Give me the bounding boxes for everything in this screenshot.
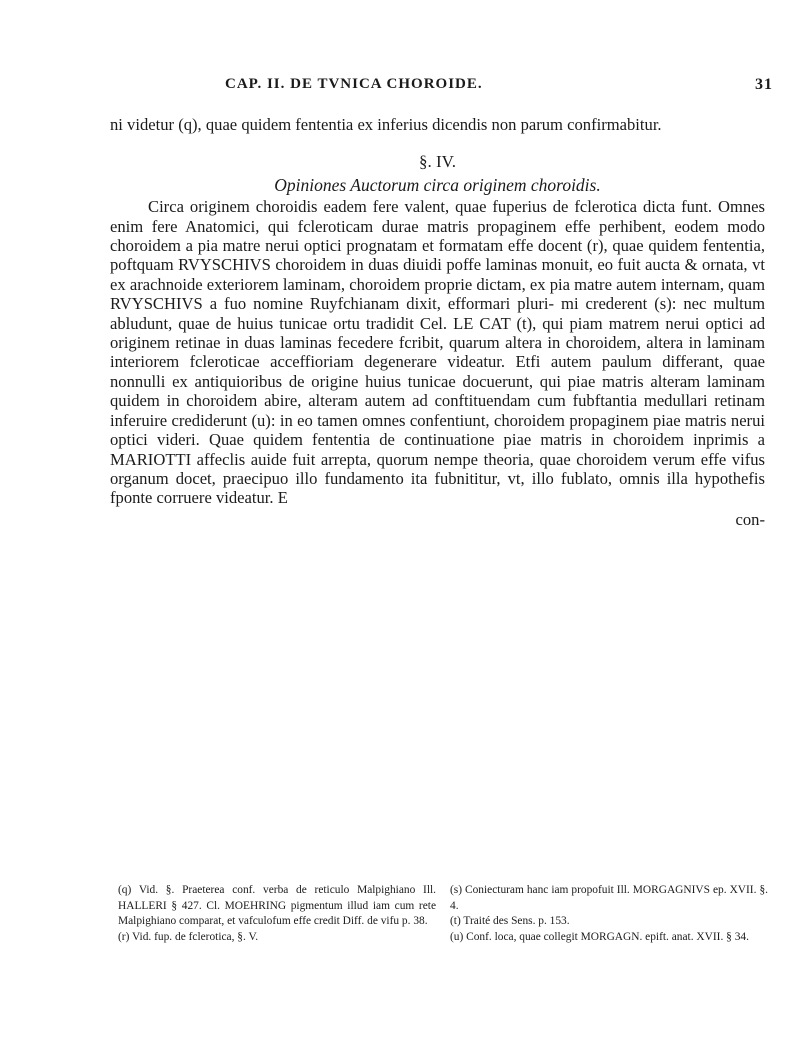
- body-text: [110, 115, 765, 529]
- footnote-u: (u) Conf. loca, quae collegit MORGAGN. epift. anat. XVII. § 34.: [450, 930, 749, 943]
- main-paragraph: Circa originem choroidis eadem fere valent, quae fuperius de fclerotica dicta funt. Omnes enim fere Anatomici, qui fcleroticam durae matris propaginem effe perhibent, eodem modo choroidem a pia matre nerui optici prognatam et formatam effe docent (r), quae quidem fententia, poftquam RVYSCHIVS choroidem in duas diuidi poffe laminas monuit, eo fuit aucta & ornata, vt ex arachnoide exteriorem laminam, choroidem proprie dictam, ex pia matre autem internam, quam RVYSCHIVS a fuo nomine Ruyfchianam dixit, efformari pluri- mi crederent (s): nec multum abludunt, quae de huius tunicae ortu tradidit Cel. LE CAT (t), qui piam matrem nerui optici ad originem retinae in duas laminas fecedere fcribit, quarum altera in choroidem, altera in laminam interiorem fcleroticae acceffioriam degenerare videatur. Etfi autem paulum differant, quae nonnulli ex antiquioribus de origine huius tunicae docuerunt, qui piae matris alteram laminam quidem in choroidem abire, alteram autem ad conftituendam cum fubftantia medullari retinam inferuire crediderunt (u): in eo tamen omnes confentiunt, choroidem propaginem piae matris nerui optici videri. Quae quidem fententia de continuatione piae matris in choroidem inprimis a MARIOTTI affeclis auide fuit arrepta, quorum nempe theoria, quae choroidem verum effe vifus organum docet, praecipuo illo fundamento ita fubnititur, vt, illo fublato, omnis illa hypothefis fponte corruere videatur. E: [110, 197, 765, 508]
- footnote-q: (q) Vid. §. Praeterea conf. verba de reticulo Malpighiano Ill. HALLERI § 427. Cl. MOEHRING pigmentum illud iam cum rete Malpighiano comparat, et vafculofum effe credit Diff. de vifu p. 38.: [118, 884, 436, 927]
- section-title: Opiniones Auctorum circa originem choroidis.: [274, 174, 601, 195]
- footnotes: [118, 883, 768, 945]
- footnote-t: (t) Traité des Sens. p. 153.: [450, 915, 570, 927]
- running-title: CAP. II. DE TVNICA CHOROIDE.: [225, 76, 483, 92]
- footnote-column-left: [118, 883, 436, 945]
- footnote-r: (r) Vid. fup. de fclerotica, §. V.: [118, 930, 259, 943]
- catchword: con-: [735, 509, 765, 529]
- page-number: 31: [755, 76, 773, 93]
- opening-lines: ni videtur (q), quae quidem fententia ex inferius dicendis non parum confirmabitur.: [110, 115, 662, 134]
- section-number: §. IV.: [419, 152, 456, 172]
- footnote-column-right: [450, 883, 768, 945]
- footnote-s: (s) Coniecturam hanc iam propofuit Ill. MORGAGNIVS ep. XVII. §. 4.: [450, 884, 768, 912]
